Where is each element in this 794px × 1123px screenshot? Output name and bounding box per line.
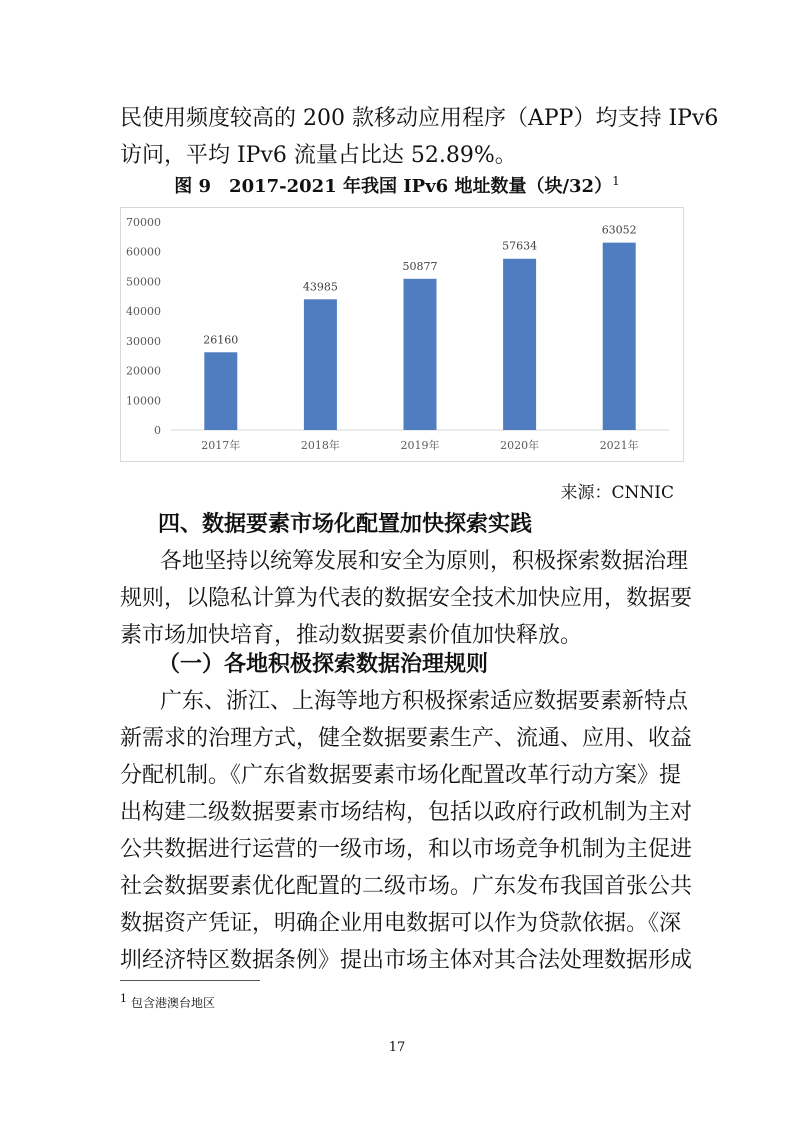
footnote-text: 包含港澳台地区 [131, 996, 216, 1010]
text-line: 新需求的治理方式，健全数据要素生产、流通、应用、收益 [120, 726, 693, 751]
footnote-reference: 1 [612, 174, 620, 188]
bar [304, 299, 337, 430]
x-tick-label: 2020年 [500, 439, 540, 452]
data-label: 63052 [601, 223, 637, 237]
y-tick-label: 20000 [126, 364, 161, 378]
footnote-divider [120, 980, 260, 981]
page-number: 17 [388, 1040, 406, 1055]
y-tick-label: 10000 [126, 394, 161, 408]
data-label: 57634 [502, 239, 538, 253]
subsection-heading: （一）各地积极探索数据治理规则 [158, 651, 489, 677]
y-tick-label: 40000 [126, 305, 161, 319]
y-tick-label: 30000 [126, 334, 161, 348]
text-line: 访问，平均 IPv6 流量占比达 52.89%。 [120, 143, 517, 168]
text-line: 广东、浙江、上海等地方积极探索适应数据要素新特点 [160, 689, 689, 714]
y-tick-label: 0 [154, 424, 161, 437]
data-label: 43985 [302, 280, 338, 294]
text-line: 民使用频度较高的 200 款移动应用程序（APP）均支持 IPv6 [120, 106, 719, 131]
footnote-mark: 1 [120, 992, 127, 1005]
figure-title-text: 图 9 2017-2021 年我国 IPv6 地址数量（块/32） [174, 176, 613, 197]
section-heading: 四、数据要素市场化配置加快探索实践 [158, 511, 533, 537]
text-line: 各地坚持以统筹发展和安全为原则，积极探索数据治理 [160, 549, 689, 574]
y-tick-label: 60000 [126, 245, 161, 259]
text-line: 素市场加快培育，推动数据要素价值加快释放。 [120, 623, 583, 648]
x-tick-label: 2017年 [201, 439, 241, 452]
bar [603, 243, 636, 430]
text-line: 分配机制。《广东省数据要素市场化配置改革行动方案》提 [120, 763, 682, 788]
section-paragraph [120, 543, 693, 654]
text-line: 圳经济特区数据条例》提出市场主体对其合法处理数据形成 [120, 948, 693, 973]
text-line: 社会数据要素优化配置的二级市场。广东发布我国首张公共 [120, 874, 693, 899]
bar [503, 259, 536, 430]
x-tick-label: 2018年 [300, 439, 340, 452]
y-tick-label: 50000 [126, 275, 161, 289]
bar-chart [121, 208, 683, 461]
x-tick-label: 2019年 [400, 439, 440, 452]
y-tick-label: 70000 [126, 216, 161, 229]
text-line: 数据资产凭证，明确企业用电数据可以作为贷款依据。《深 [120, 911, 682, 936]
source-note: 来源：CNNIC [560, 483, 674, 503]
bar [204, 352, 237, 430]
data-label: 50877 [402, 259, 438, 273]
x-tick-label: 2021年 [599, 439, 639, 452]
chart-container [120, 207, 684, 462]
intro-paragraph [120, 100, 719, 174]
figure-title [0, 172, 794, 198]
text-line: 规则，以隐私计算为代表的数据安全技术加快应用，数据要 [120, 586, 693, 611]
body-paragraph [120, 683, 693, 979]
footnote [120, 992, 215, 1011]
data-label: 26160 [203, 333, 239, 347]
bar [404, 279, 437, 430]
text-line: 公共数据进行运营的一级市场，和以市场竞争机制为主促进 [120, 837, 693, 862]
text-line: 出构建二级数据要素市场结构，包括以政府行政机制为主对 [120, 800, 693, 825]
